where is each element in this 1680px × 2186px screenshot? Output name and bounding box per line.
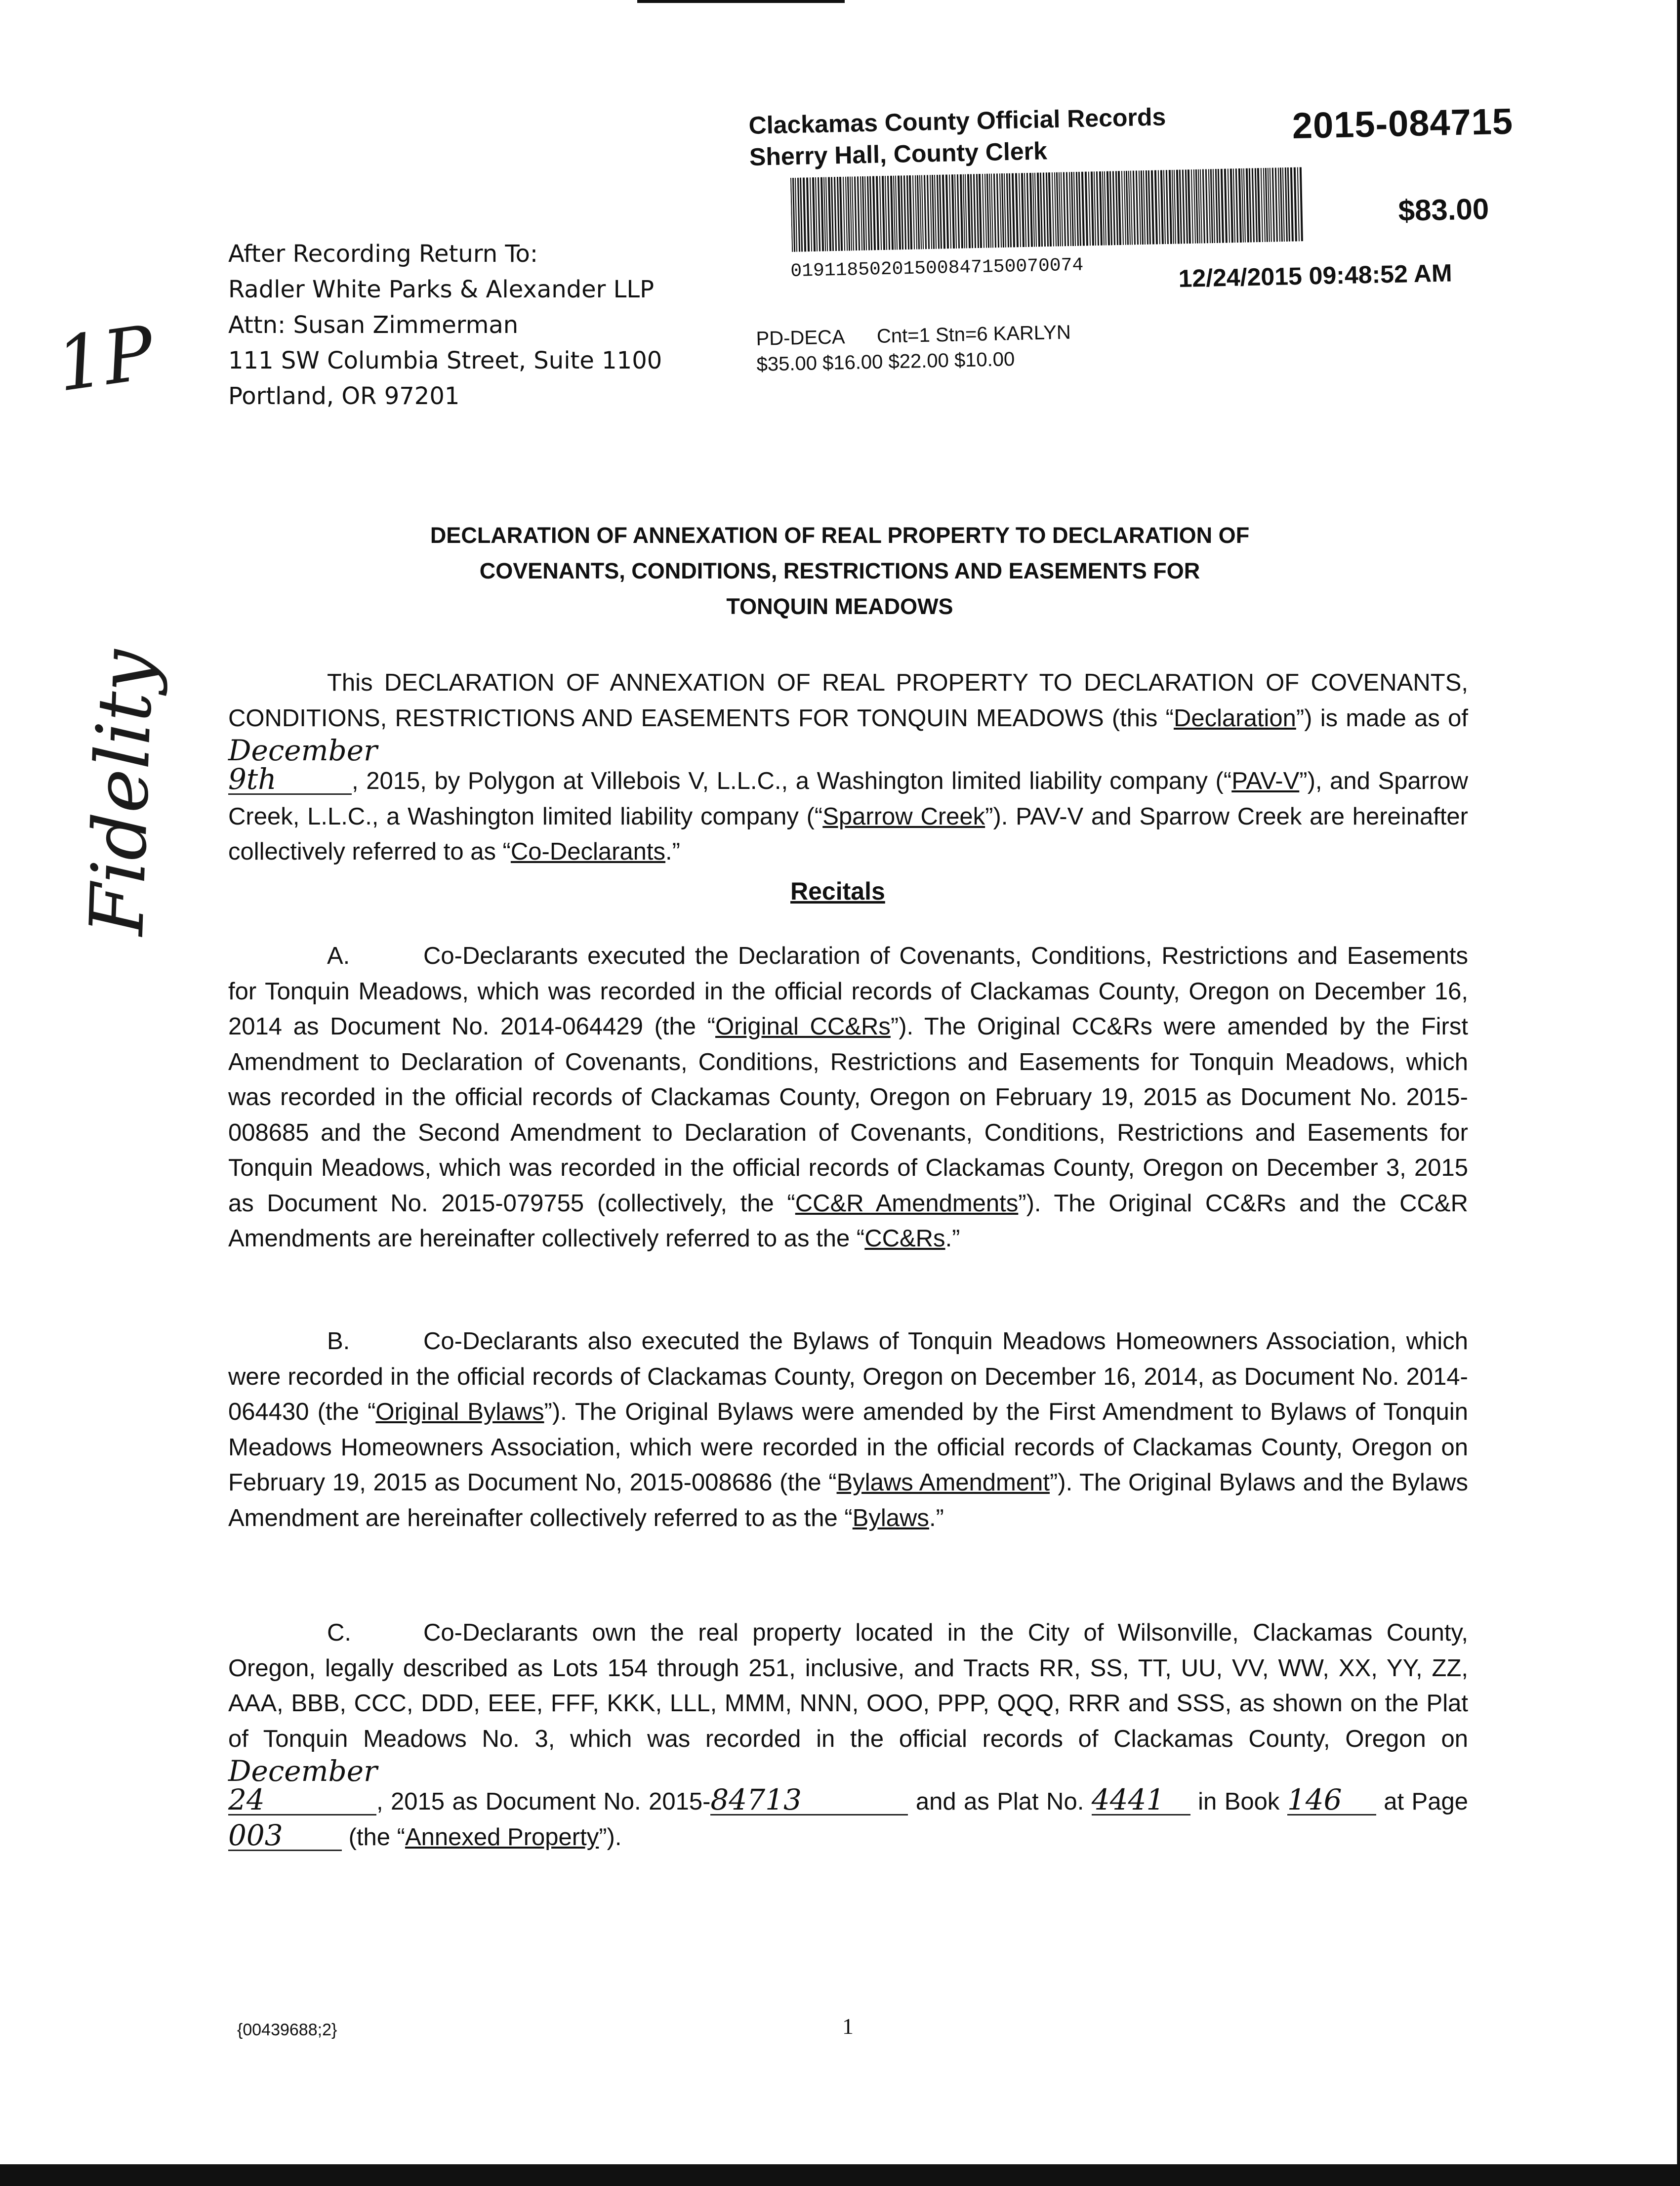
barcode-bar	[996, 173, 999, 247]
intro-text: This DECLARATION OF ANNEXATION OF REAL PROPERTY TO DECLARATION OF COVENANTS, CONDITIONS, RESTRICTIONS AND EASEMENTS FOR TONQUIN MEADOWS (this “	[228, 669, 1468, 732]
barcode-number: 01911850201500847150070074	[790, 254, 1084, 282]
barcode-bar	[1263, 168, 1266, 242]
barcode-bar	[800, 178, 803, 252]
barcode-bar	[909, 175, 912, 249]
barcode-bar	[1029, 173, 1033, 247]
barcode	[790, 167, 1306, 252]
defined-term-ccrs: CC&Rs	[864, 1225, 945, 1252]
barcode-bar	[1046, 172, 1049, 247]
handwritten-margin-mark: 1P	[51, 310, 160, 409]
barcode-bar	[1169, 170, 1172, 244]
barcode-bar	[1218, 169, 1221, 243]
barcode-bar	[993, 173, 996, 247]
return-address-line4: 111 SW Columbia Street, Suite 1100	[228, 347, 662, 374]
barcode-bar	[1078, 172, 1081, 246]
barcode-bar	[934, 175, 937, 249]
barcode-bar	[999, 173, 1002, 247]
barcode-bar	[1015, 173, 1019, 247]
intro-text: ”), and Sparrow Creek, L.L.C., a Washington limited liability company (“	[228, 768, 1468, 830]
recital-text: Co-Declarants executed the Declaration of Covenants, Conditions, Restrictions and Easements for Tonquin Meadows, which was recorded in the official records of Clackamas County, Oregon on December 16, 2014 as Document No. 2014-064429 (the “	[228, 943, 1468, 1040]
barcode-bar	[1099, 171, 1103, 246]
barcode-bar	[1094, 171, 1096, 246]
intro-text: ”). PAV-V and Sparrow Creek are hereinafter collectively referred to as “	[228, 803, 1468, 865]
barcode-bar	[1280, 167, 1283, 242]
barcode-bar	[843, 177, 845, 251]
barcode-bar	[1066, 172, 1069, 246]
barcode-bar	[895, 176, 898, 250]
barcode-bar	[967, 174, 971, 248]
barcode-bar	[1128, 171, 1131, 245]
barcode-bar	[1043, 172, 1046, 247]
title-line3: TONQUIN MEADOWS	[726, 594, 953, 619]
handwritten-date: December 9th	[228, 734, 377, 796]
barcode-bar	[1133, 170, 1136, 245]
barcode-bar	[1163, 170, 1166, 244]
barcode-bar	[1048, 172, 1052, 247]
barcode-bar	[1121, 171, 1124, 245]
barcode-bar	[1188, 169, 1191, 244]
barcode-bar	[1221, 169, 1224, 243]
scan-right-border	[1677, 0, 1680, 2186]
barcode-bar	[1255, 168, 1258, 242]
barcode-bar	[847, 177, 850, 251]
barcode-bar	[960, 174, 963, 248]
barcode-bar	[951, 174, 955, 248]
barcode-bar	[973, 174, 976, 248]
barcode-bar	[979, 174, 982, 248]
barcode-bar	[1037, 172, 1040, 247]
barcode-bar	[1215, 169, 1218, 243]
barcode-bar	[915, 175, 917, 249]
barcode-bar	[885, 176, 887, 250]
barcode-bar	[890, 176, 894, 250]
return-address-line1: After Recording Return To:	[228, 240, 538, 268]
barcode-bar	[1001, 173, 1004, 247]
barcode-bar	[1146, 170, 1148, 245]
recital-text: ”). The Original CC&Rs were amended by the First Amendment to Declaration of Covenants, Conditions, Restrictions and Easements for Tonquin Meadows, which was recorded in the official records of Clackamas County, Oregon on February 19, 2015 as Document No. 2015-008685 and the Second Amendment to Declaration of Covenants, Conditions, Restrictions and Easements for Tonquin Meadows, which was recorded in the official records of Clackamas County, Oregon on December 3, 2015 as Document No. 2015-079755 (collectively, the “	[228, 1013, 1468, 1217]
barcode-bar	[1109, 171, 1112, 245]
return-address-line2: Radler White Parks & Alexander LLP	[228, 276, 655, 303]
barcode-bar	[1270, 168, 1272, 242]
handwritten-plat-number: 4441	[1092, 1785, 1190, 1815]
barcode-bar	[860, 176, 862, 250]
barcode-bar	[815, 177, 818, 251]
recital-text: at Page	[1376, 1788, 1468, 1815]
barcode-bar	[1118, 171, 1121, 245]
barcode-bar	[901, 175, 903, 249]
barcode-bar	[1012, 173, 1015, 247]
barcode-bar	[1115, 171, 1118, 245]
recital-text: .”	[929, 1504, 944, 1531]
barcode-bar	[1252, 168, 1255, 242]
barcode-bar	[924, 175, 927, 249]
barcode-bar	[797, 178, 800, 252]
barcode-bar	[949, 174, 951, 248]
barcode-bar	[1124, 171, 1126, 245]
handwritten-plat-date: December 24	[228, 1754, 377, 1816]
barcode-bar	[989, 174, 991, 248]
barcode-bar	[1290, 167, 1294, 242]
defined-term-co-declarants: Co-Declarants	[510, 838, 666, 865]
recital-label: A.	[327, 943, 350, 969]
barcode-bar	[803, 177, 806, 251]
barcode-bar	[818, 177, 820, 251]
scan-top-line	[637, 0, 845, 3]
title-line2: COVENANTS, CONDITIONS, RESTRICTIONS AND EASEMENTS FOR	[479, 558, 1200, 583]
barcode-bar	[1136, 170, 1139, 245]
barcode-bar	[1021, 173, 1024, 247]
barcode-bar	[825, 177, 828, 251]
barcode-bar	[954, 174, 957, 248]
page-number: 1	[842, 2014, 854, 2039]
recital-text: and as Plat No.	[908, 1788, 1092, 1815]
recital-text: , 2015 as Document No. 2015-	[376, 1788, 711, 1815]
barcode-bar	[1071, 172, 1074, 246]
intro-paragraph	[228, 665, 1468, 870]
barcode-bar	[1176, 170, 1180, 244]
barcode-bar	[795, 178, 797, 252]
barcode-bar	[1193, 169, 1196, 244]
barcode-bar	[1294, 167, 1297, 242]
barcode-bar	[1172, 170, 1174, 244]
barcode-bar	[939, 175, 942, 249]
barcode-bar	[1282, 167, 1285, 242]
barcode-bar	[984, 174, 987, 248]
recital-text: in Book	[1190, 1788, 1287, 1815]
barcode-bar	[1034, 173, 1037, 247]
recital-text: ”). The Original Bylaws and the Bylaws Amendment are hereinafter collectively referred to as the “	[228, 1469, 1469, 1531]
barcode-bar	[1243, 168, 1246, 243]
barcode-bar	[828, 177, 831, 251]
barcode-bar	[862, 176, 865, 250]
recorded-datetime: 12/24/2015 09:48:52 AM	[1178, 259, 1453, 292]
total-fee: $83.00	[1398, 192, 1489, 227]
barcode-bar	[927, 175, 930, 249]
barcode-bar	[879, 176, 882, 250]
recital-text: Co-Declarants own the real property located in the City of Wilsonville, Clackamas County, Oregon, legally described as Lots 154 through 251, inclusive, and Tracts RR, SS, TT, UU, VV, WW, XX, YY, ZZ, AAA, BBB, CCC, DDD, EEE, FFF, KKK, LLL, MMM, NNN, OOO, PPP, QQQ, RRR and SSS, as shown on the Plat of Tonquin Meadows No. 3, which was recorded in the official records of Clackamas County, Oregon on	[228, 1619, 1468, 1752]
recital-b	[228, 1324, 1468, 1536]
barcode-bar	[820, 177, 824, 251]
barcode-bar	[1073, 172, 1076, 246]
recording-office	[748, 101, 1167, 173]
barcode-bar	[792, 178, 795, 252]
barcode-bar	[917, 175, 920, 249]
intro-text: , 2015, by Polygon at Villebois V, L.L.C., a Washington limited liability company (“	[352, 768, 1232, 794]
barcode-bar	[1160, 170, 1164, 244]
barcode-bar	[864, 176, 867, 250]
barcode-bar	[1257, 168, 1261, 242]
fee-code-block	[756, 320, 1071, 377]
barcode-bar	[986, 174, 989, 248]
barcode-bar	[1141, 170, 1144, 245]
defined-term-sparrow-creek: Sparrow Creek	[822, 803, 985, 830]
defined-term-pav-v: PAV-V	[1231, 768, 1300, 794]
barcode-bar	[1006, 173, 1009, 247]
barcode-bar	[1278, 167, 1280, 242]
barcode-bar	[1287, 167, 1290, 242]
barcode-bar	[1202, 169, 1205, 243]
defined-term-annexed-property: Annexed Property	[405, 1823, 599, 1851]
barcode-bar	[963, 174, 965, 248]
barcode-bar	[1148, 170, 1151, 245]
barcode-bar	[845, 177, 848, 251]
barcode-bar	[1210, 169, 1213, 243]
barcode-bar	[1081, 172, 1085, 246]
barcode-bar	[1191, 169, 1193, 244]
recital-a	[228, 939, 1468, 1257]
barcode-bar	[1198, 169, 1200, 244]
barcode-bar	[906, 175, 909, 249]
defined-term-declaration: Declaration	[1173, 704, 1296, 732]
recital-text: Co-Declarants also executed the Bylaws of Tonquin Meadows Homeowners Association, which were recorded in the official records of Clackamas County, Oregon on December 16, 2014, as Document No. 2014-064430 (the “	[228, 1328, 1468, 1425]
barcode-bar	[982, 174, 984, 248]
recording-office-line1: Clackamas County Official Records	[748, 103, 1166, 139]
barcode-bar	[854, 176, 857, 250]
barcode-bar	[1059, 172, 1061, 247]
defined-term-ccr-amendments: CC&R Amendments	[795, 1190, 1019, 1217]
barcode-bar	[837, 177, 840, 251]
barcode-bar	[1130, 171, 1133, 245]
barcode-bar	[1004, 173, 1006, 247]
barcode-bar	[970, 174, 973, 248]
handwritten-margin-note: Fidelity	[74, 648, 170, 937]
barcode-bar	[1268, 168, 1270, 242]
barcode-bar	[1300, 167, 1303, 241]
footer-document-id: {00439688;2}	[237, 2021, 337, 2039]
barcode-bar	[1297, 167, 1300, 241]
barcode-bar	[1063, 172, 1066, 246]
barcode-bar	[1069, 172, 1071, 246]
defined-term-original-bylaws: Original Bylaws	[375, 1399, 544, 1425]
defined-term-bylaws-amendment: Bylaws Amendment	[836, 1469, 1050, 1496]
recital-c	[228, 1615, 1468, 1855]
intro-text: .”	[665, 838, 680, 865]
barcode-bar	[1166, 170, 1169, 244]
barcode-bar	[1233, 168, 1235, 243]
barcode-bar	[1249, 168, 1252, 243]
scan-bottom-border	[0, 2164, 1680, 2186]
handwritten-document-number: 84713	[710, 1785, 908, 1815]
barcode-bar	[1154, 170, 1158, 244]
barcode-bar	[839, 177, 843, 251]
barcode-bar	[882, 176, 885, 250]
barcode-bar	[1224, 169, 1228, 243]
barcode-bar	[903, 175, 906, 249]
barcode-bar	[1285, 167, 1288, 242]
barcode-bar	[1106, 171, 1110, 246]
recital-text: (the “	[342, 1823, 405, 1851]
barcode-bar	[1104, 171, 1106, 246]
defined-term-original-ccrs: Original CC&Rs	[715, 1013, 891, 1040]
barcode-bar	[919, 175, 922, 249]
recital-text: ”).	[599, 1823, 622, 1851]
recording-office-line2: Sherry Hall, County Clerk	[749, 137, 1048, 171]
handwritten-book-number: 146	[1287, 1785, 1376, 1815]
barcode-bar	[806, 177, 810, 251]
barcode-bar	[921, 175, 924, 249]
fee-code-line: PD-DECA Cnt=1 Stn=6 KARLYN	[756, 321, 1071, 350]
barcode-bar	[930, 175, 932, 249]
barcode-bar	[1241, 168, 1244, 243]
document-title	[346, 518, 1334, 624]
barcode-bar	[867, 176, 870, 250]
barcode-bar	[857, 176, 860, 250]
barcode-bar	[1139, 170, 1141, 245]
barcode-bar	[937, 175, 940, 249]
barcode-bar	[1235, 168, 1238, 243]
barcode-bar	[834, 177, 837, 251]
barcode-bar	[1200, 169, 1202, 244]
recitals-heading: Recitals	[790, 877, 885, 905]
barcode-bar	[1174, 170, 1176, 244]
barcode-bar	[1182, 169, 1185, 244]
barcode-bar	[852, 176, 854, 250]
barcode-bar	[1054, 172, 1057, 247]
barcode-bar	[1096, 171, 1099, 246]
recital-label: C.	[327, 1619, 351, 1646]
barcode-bar	[1076, 172, 1079, 246]
barcode-bar	[1185, 169, 1188, 244]
barcode-bar	[1040, 172, 1043, 247]
barcode-bar	[957, 174, 960, 248]
barcode-bar	[932, 175, 935, 249]
barcode-bar	[1213, 169, 1215, 243]
barcode-bar	[1091, 171, 1094, 246]
fee-breakdown: $35.00 $16.00 $22.00 $10.00	[756, 348, 1015, 375]
barcode-bar	[1272, 168, 1275, 242]
handwritten-page-number: 003	[228, 1821, 342, 1851]
barcode-bar	[810, 177, 812, 251]
barcode-bar	[1088, 171, 1091, 246]
return-address	[228, 236, 662, 414]
barcode-bar	[872, 176, 876, 250]
barcode-bar	[1230, 168, 1233, 243]
barcode-bar	[1026, 173, 1029, 247]
barcode-bar	[1126, 171, 1129, 245]
barcode-bar	[1158, 170, 1160, 244]
barcode-bar	[1143, 170, 1146, 245]
barcode-bar	[1019, 173, 1021, 247]
barcode-bar	[912, 175, 915, 249]
barcode-bar	[945, 174, 949, 248]
recital-label: B.	[327, 1328, 350, 1355]
recital-text: ”). The Original Bylaws were amended by the First Amendment to Bylaws of Tonquin Meadows Homeowners Association, which were recorded in the official records of Clackamas County, Oregon on February 19, 2015 as Document No, 2015-008686 (the “	[228, 1399, 1468, 1496]
barcode-bar	[1265, 168, 1268, 242]
barcode-bar	[1261, 168, 1263, 242]
barcode-bar	[1112, 171, 1115, 245]
barcode-bar	[1205, 169, 1208, 243]
barcode-bar	[876, 176, 879, 250]
barcode-bar	[898, 175, 901, 249]
barcode-bar	[850, 176, 852, 250]
barcode-bar	[869, 176, 872, 250]
barcode-bar	[1085, 171, 1088, 246]
barcode-bar	[1102, 171, 1105, 246]
recital-text: ”). The Original CC&Rs and the CC&R Amendments are hereinafter collectively referred to as the “	[228, 1190, 1468, 1252]
barcode-bar	[812, 177, 816, 251]
barcode-bar	[1009, 173, 1012, 247]
barcode-bar	[1056, 172, 1059, 247]
barcode-bar	[1238, 168, 1242, 243]
barcode-bar	[1195, 169, 1198, 244]
barcode-bar	[823, 177, 826, 251]
barcode-bar	[1061, 172, 1063, 247]
barcode-bar	[831, 177, 834, 251]
barcode-bar	[1052, 172, 1054, 247]
recorded-document-number: 2015-084715	[1292, 100, 1514, 146]
barcode-bar	[991, 173, 993, 247]
title-line1: DECLARATION OF ANNEXATION OF REAL PROPERTY TO DECLARATION OF	[430, 523, 1250, 548]
barcode-bar	[887, 176, 890, 250]
barcode-bar	[1151, 170, 1154, 245]
barcode-bar	[965, 174, 967, 248]
barcode-bar	[1246, 168, 1249, 243]
intro-text: ”) is made as of	[1296, 704, 1468, 732]
barcode-bar	[942, 174, 945, 248]
barcode-bar	[976, 174, 979, 248]
barcode-bar	[790, 178, 793, 252]
barcode-bar	[1179, 169, 1182, 244]
barcode-bar	[893, 176, 896, 250]
defined-term-bylaws: Bylaws	[852, 1504, 929, 1531]
barcode-bar	[1228, 168, 1230, 243]
return-address-line3: Attn: Susan Zimmerman	[228, 311, 519, 339]
recital-text: .”	[945, 1225, 960, 1252]
barcode-bar	[1208, 169, 1211, 243]
barcode-bar	[1032, 173, 1035, 247]
barcode-bar	[1275, 167, 1278, 242]
return-address-line5: Portland, OR 97201	[228, 382, 460, 410]
barcode-bar	[1024, 173, 1026, 247]
